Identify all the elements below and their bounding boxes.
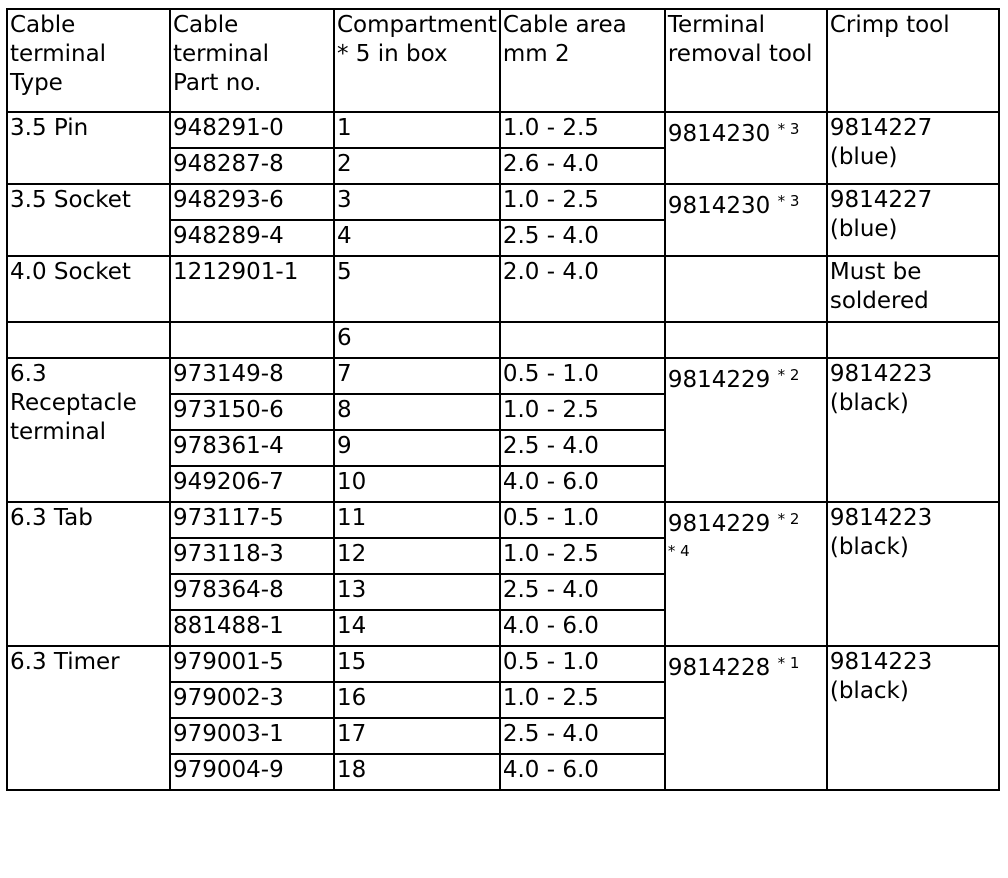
header-line: Type xyxy=(10,70,63,96)
cell-part-no: 973150-6 xyxy=(170,394,334,430)
header-line: Crimp tool xyxy=(829,12,950,38)
cell-terminal-type xyxy=(7,256,170,322)
cell-cable-area: 4.0 - 6.0 xyxy=(500,754,665,790)
crimp-tool-line: 9814227 xyxy=(829,115,933,141)
removal-tool-number: 9814230 xyxy=(667,121,771,147)
removal-tool-line xyxy=(668,654,824,683)
header-line: removal tool xyxy=(667,41,813,67)
cell-part-no: 978361-4 xyxy=(170,430,334,466)
cell-compartment: 7 xyxy=(334,358,500,394)
header-line: mm 2 xyxy=(502,41,570,67)
crimp-tool-line: 9814227 xyxy=(829,187,933,213)
crimp-tool-line: 9814223 xyxy=(829,649,933,675)
table-row xyxy=(7,256,999,322)
cell-part-no: 1212901-1 xyxy=(170,256,334,322)
removal-tool-line xyxy=(668,192,824,221)
cell-compartment: 17 xyxy=(334,718,500,754)
cell-part-no: 948289-4 xyxy=(170,220,334,256)
cell-terminal-type xyxy=(7,184,170,256)
cell-part-no: 979004-9 xyxy=(170,754,334,790)
cell-compartment: 8 xyxy=(334,394,500,430)
cell-compartment: 12 xyxy=(334,538,500,574)
removal-tool-footnote: * 3 xyxy=(777,120,800,138)
header-line: * 5 in box xyxy=(337,41,448,67)
crimp-tool-line: (blue) xyxy=(829,216,898,242)
header-part-no xyxy=(170,9,334,112)
cell-removal-tool xyxy=(665,184,827,256)
cell-cable-area: 4.0 - 6.0 xyxy=(500,610,665,646)
removal-tool-line xyxy=(668,510,824,539)
removal-tool-extra-note: * 4 xyxy=(667,542,690,560)
type-line: 3.5 Pin xyxy=(10,115,89,141)
cell-compartment: 5 xyxy=(334,256,500,322)
cell-crimp-tool xyxy=(827,646,999,790)
cell-part-no: 973149-8 xyxy=(170,358,334,394)
crimp-tool-line: Must be xyxy=(829,259,922,285)
cell-part-no: 978364-8 xyxy=(170,574,334,610)
crimp-tool-line: (blue) xyxy=(829,144,898,170)
cell-cable-area: 2.5 - 4.0 xyxy=(500,430,665,466)
cell-compartment: 11 xyxy=(334,502,500,538)
removal-tool-footnote: * 2 xyxy=(777,510,800,528)
cell-compartment: 18 xyxy=(334,754,500,790)
cell-cable-area: 0.5 - 1.0 xyxy=(500,502,665,538)
cell-crimp-tool xyxy=(827,112,999,184)
cell-cable-area: 2.5 - 4.0 xyxy=(500,718,665,754)
cell-cable-area: 2.0 - 4.0 xyxy=(500,256,665,322)
header-line: Cable area xyxy=(502,12,627,38)
cell-cable-area: 2.5 - 4.0 xyxy=(500,574,665,610)
cell-cable-area: 0.5 - 1.0 xyxy=(500,358,665,394)
removal-tool-footnote: * 2 xyxy=(777,366,800,384)
crimp-tool-line: (black) xyxy=(829,678,909,704)
cell-terminal-type xyxy=(7,322,170,358)
cell-compartment: 9 xyxy=(334,430,500,466)
header-line: Part no. xyxy=(173,70,262,96)
type-line: 6.3 Tab xyxy=(10,505,93,531)
cell-crimp-tool xyxy=(827,358,999,502)
cell-part-no: 881488-1 xyxy=(170,610,334,646)
cell-removal-tool xyxy=(665,256,827,322)
type-line: 6.3 Timer xyxy=(10,649,120,675)
header-cable-terminal-type xyxy=(7,9,170,112)
cell-removal-tool xyxy=(665,646,827,790)
cell-part-no: 979001-5 xyxy=(170,646,334,682)
cell-cable-area: 2.5 - 4.0 xyxy=(500,220,665,256)
table-body xyxy=(7,9,999,790)
cell-compartment: 13 xyxy=(334,574,500,610)
cell-compartment: 3 xyxy=(334,184,500,220)
removal-tool-line xyxy=(668,366,824,395)
crimp-tool-line: soldered xyxy=(829,288,929,314)
cell-part-no: 949206-7 xyxy=(170,466,334,502)
cell-removal-tool xyxy=(665,502,827,646)
cell-terminal-type xyxy=(7,646,170,790)
cell-compartment: 16 xyxy=(334,682,500,718)
crimp-tool-line: 9814223 xyxy=(829,505,933,531)
header-row xyxy=(7,9,999,112)
header-line: Cable xyxy=(10,12,76,38)
header-line: Cable xyxy=(173,12,239,38)
cell-part-no xyxy=(170,322,334,358)
cell-terminal-type xyxy=(7,358,170,502)
header-cable-area xyxy=(500,9,665,112)
cell-part-no: 948287-8 xyxy=(170,148,334,184)
type-line: 4.0 Socket xyxy=(10,259,131,285)
crimp-tool-line: (black) xyxy=(829,390,909,416)
table-row xyxy=(7,112,999,148)
removal-tool-number: 9814228 xyxy=(667,655,771,681)
header-removal-tool xyxy=(665,9,827,112)
header-line: terminal xyxy=(10,41,107,67)
cell-compartment: 1 xyxy=(334,112,500,148)
header-line: Compartment xyxy=(337,12,497,38)
cell-removal-tool xyxy=(665,112,827,184)
cell-terminal-type xyxy=(7,112,170,184)
cell-terminal-type xyxy=(7,502,170,646)
table-row xyxy=(7,502,999,538)
header-compartment xyxy=(334,9,500,112)
cell-crimp-tool xyxy=(827,184,999,256)
cell-crimp-tool xyxy=(827,322,999,358)
removal-tool-line xyxy=(668,120,824,149)
crimp-tool-line: 9814223 xyxy=(829,361,933,387)
cell-cable-area: 2.6 - 4.0 xyxy=(500,148,665,184)
cell-cable-area: 1.0 - 2.5 xyxy=(500,682,665,718)
cell-removal-tool xyxy=(665,322,827,358)
cell-cable-area: 1.0 - 2.5 xyxy=(500,538,665,574)
cell-compartment: 4 xyxy=(334,220,500,256)
cell-cable-area: 1.0 - 2.5 xyxy=(500,184,665,220)
cell-compartment: 2 xyxy=(334,148,500,184)
cell-cable-area xyxy=(500,322,665,358)
header-line: terminal xyxy=(173,41,270,67)
table-row xyxy=(7,184,999,220)
type-line: terminal xyxy=(10,419,107,445)
cell-crimp-tool xyxy=(827,502,999,646)
cell-compartment: 10 xyxy=(334,466,500,502)
cell-part-no: 973117-5 xyxy=(170,502,334,538)
cable-terminal-table xyxy=(6,8,1000,791)
removal-tool-footnote: * 3 xyxy=(777,192,800,210)
header-line: Terminal xyxy=(667,12,766,38)
cell-removal-tool xyxy=(665,358,827,502)
cell-cable-area: 4.0 - 6.0 xyxy=(500,466,665,502)
table-row xyxy=(7,322,999,358)
cell-part-no: 979002-3 xyxy=(170,682,334,718)
cell-compartment: 6 xyxy=(334,322,500,358)
cell-part-no: 948291-0 xyxy=(170,112,334,148)
type-line: Receptacle xyxy=(10,390,137,416)
cell-compartment: 14 xyxy=(334,610,500,646)
table-row xyxy=(7,646,999,682)
cell-part-no: 979003-1 xyxy=(170,718,334,754)
cell-cable-area: 0.5 - 1.0 xyxy=(500,646,665,682)
removal-tool-number: 9814229 xyxy=(667,367,771,393)
removal-tool-footnote: * 1 xyxy=(777,654,800,672)
cell-crimp-tool xyxy=(827,256,999,322)
header-crimp-tool xyxy=(827,9,999,112)
type-line: 3.5 Socket xyxy=(10,187,131,213)
removal-tool-number: 9814230 xyxy=(667,193,771,219)
cell-cable-area: 1.0 - 2.5 xyxy=(500,394,665,430)
table-row xyxy=(7,358,999,394)
cell-part-no: 948293-6 xyxy=(170,184,334,220)
cell-cable-area: 1.0 - 2.5 xyxy=(500,112,665,148)
crimp-tool-line: (black) xyxy=(829,534,909,560)
type-line: 6.3 xyxy=(10,361,47,387)
removal-tool-number: 9814229 xyxy=(667,511,771,537)
cell-part-no: 973118-3 xyxy=(170,538,334,574)
cell-compartment: 15 xyxy=(334,646,500,682)
